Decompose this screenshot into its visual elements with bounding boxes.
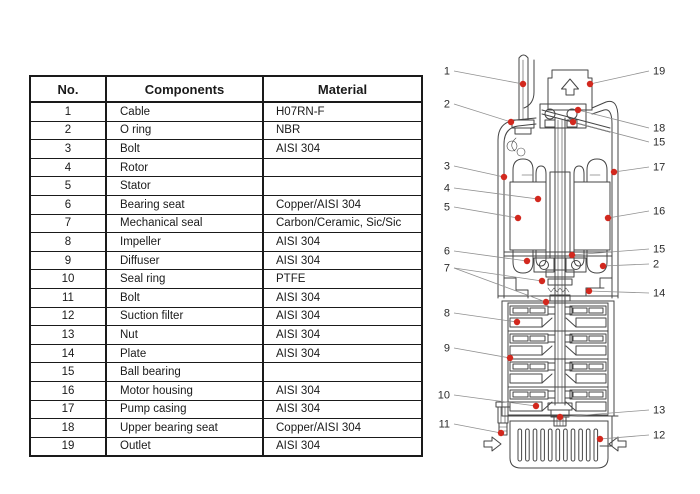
cell-no: 16 bbox=[30, 381, 106, 400]
part-marker-dot bbox=[498, 430, 504, 436]
cell-material: AISI 304 bbox=[263, 344, 422, 363]
table-row bbox=[30, 288, 422, 307]
callout-number: 6 bbox=[443, 245, 450, 258]
callout-number: 9 bbox=[443, 342, 450, 355]
table-row bbox=[30, 326, 422, 345]
part-marker-dot bbox=[514, 319, 520, 325]
callout-number: 16 bbox=[653, 205, 666, 218]
callout-number: 10 bbox=[437, 389, 450, 402]
part-marker-dot bbox=[597, 436, 603, 442]
callout-layer bbox=[438, 66, 666, 443]
table-row bbox=[30, 400, 422, 419]
cell-component: Outlet bbox=[106, 437, 263, 456]
components-table bbox=[29, 75, 423, 457]
leader-line bbox=[589, 291, 649, 293]
cell-component: Ball bearing bbox=[106, 363, 263, 382]
callout-number: 15 bbox=[653, 243, 666, 256]
cell-no: 18 bbox=[30, 419, 106, 438]
cell-material: PTFE bbox=[263, 270, 422, 289]
callout-number: 8 bbox=[443, 307, 450, 320]
cell-component: O ring bbox=[106, 121, 263, 140]
col-header-components: Components bbox=[106, 76, 263, 102]
cell-no: 9 bbox=[30, 251, 106, 270]
leader-line bbox=[600, 435, 649, 439]
cell-no: 6 bbox=[30, 195, 106, 214]
table-row bbox=[30, 270, 422, 289]
cell-no: 15 bbox=[30, 363, 106, 382]
cell-no: 8 bbox=[30, 233, 106, 252]
cell-material: AISI 304 bbox=[263, 307, 422, 326]
leader-line bbox=[454, 104, 511, 122]
table-row bbox=[30, 437, 422, 456]
leader-line bbox=[454, 268, 546, 302]
cell-no: 7 bbox=[30, 214, 106, 233]
pump-diagram bbox=[428, 52, 700, 482]
part-marker-dot bbox=[520, 81, 526, 87]
table-row bbox=[30, 102, 422, 121]
callout-number: 18 bbox=[653, 122, 666, 135]
callout-number: 12 bbox=[653, 429, 666, 442]
table-row bbox=[30, 121, 422, 140]
cell-no: 11 bbox=[30, 288, 106, 307]
callout-number: 1 bbox=[443, 65, 450, 78]
cell-material: Carbon/Ceramic, Sic/Sic bbox=[263, 214, 422, 233]
cell-component: Rotor bbox=[106, 158, 263, 177]
cell-material: H07RN-F bbox=[263, 102, 422, 121]
part-marker-dot bbox=[587, 81, 593, 87]
components-table-body bbox=[30, 102, 422, 456]
callout-number: 15 bbox=[653, 136, 666, 149]
cell-material bbox=[263, 158, 422, 177]
cell-material: Copper/AISI 304 bbox=[263, 195, 422, 214]
col-header-material: Material bbox=[263, 76, 422, 102]
part-marker-dot bbox=[524, 258, 530, 264]
leader-line bbox=[454, 207, 518, 218]
callout-number: 3 bbox=[443, 160, 450, 173]
callout-number: 2 bbox=[653, 258, 660, 271]
part-marker-dot bbox=[605, 215, 611, 221]
table-row bbox=[30, 381, 422, 400]
leader-line bbox=[614, 167, 649, 172]
cell-no: 19 bbox=[30, 437, 106, 456]
cell-no: 14 bbox=[30, 344, 106, 363]
cell-component: Mechanical seal bbox=[106, 214, 263, 233]
part-marker-dot bbox=[611, 169, 617, 175]
part-marker-dot bbox=[539, 278, 545, 284]
table-row bbox=[30, 251, 422, 270]
leader-line bbox=[454, 166, 504, 177]
callout-number: 17 bbox=[653, 161, 666, 174]
part-marker-dot bbox=[535, 196, 541, 202]
cell-no: 12 bbox=[30, 307, 106, 326]
callout-number: 4 bbox=[443, 182, 450, 195]
outlet-flow-up-arrow-icon bbox=[562, 79, 579, 95]
cell-material: Copper/AISI 304 bbox=[263, 419, 422, 438]
cell-material: NBR bbox=[263, 121, 422, 140]
leader-line bbox=[454, 71, 523, 84]
table-row bbox=[30, 140, 422, 159]
leader-line bbox=[603, 264, 649, 266]
part-marker-dot bbox=[515, 215, 521, 221]
callout-number: 7 bbox=[443, 262, 450, 275]
leader-line bbox=[608, 211, 649, 218]
cell-component: Bolt bbox=[106, 288, 263, 307]
leader-line bbox=[578, 110, 649, 128]
cell-material: AISI 304 bbox=[263, 400, 422, 419]
table-row bbox=[30, 233, 422, 252]
cell-no: 10 bbox=[30, 270, 106, 289]
table-row bbox=[30, 177, 422, 196]
cell-no: 13 bbox=[30, 326, 106, 345]
leader-line bbox=[454, 188, 538, 199]
part-marker-dot bbox=[575, 107, 581, 113]
cell-no: 5 bbox=[30, 177, 106, 196]
cell-component: Diffuser bbox=[106, 251, 263, 270]
part-marker-dot bbox=[557, 414, 563, 420]
cell-no: 1 bbox=[30, 102, 106, 121]
callout-number: 13 bbox=[653, 404, 666, 417]
callout-number: 19 bbox=[653, 65, 666, 78]
cell-component: Plate bbox=[106, 344, 263, 363]
bottom-bolt-drawing bbox=[496, 402, 510, 435]
table-row bbox=[30, 363, 422, 382]
table-row bbox=[30, 307, 422, 326]
cell-component: Motor housing bbox=[106, 381, 263, 400]
table-row bbox=[30, 419, 422, 438]
inlet-flow-right-arrow-icon bbox=[484, 437, 501, 451]
cell-material: AISI 304 bbox=[263, 326, 422, 345]
table-row bbox=[30, 195, 422, 214]
part-marker-dot bbox=[600, 263, 606, 269]
cell-material bbox=[263, 363, 422, 382]
cable-drawing bbox=[507, 55, 534, 156]
part-marker-dot bbox=[570, 119, 576, 125]
col-header-no: No. bbox=[30, 76, 106, 102]
cell-material: AISI 304 bbox=[263, 140, 422, 159]
table-row bbox=[30, 158, 422, 177]
part-marker-dot bbox=[586, 288, 592, 294]
leader-line bbox=[590, 71, 649, 84]
cell-component: Suction filter bbox=[106, 307, 263, 326]
callout-number: 5 bbox=[443, 201, 450, 214]
leader-line bbox=[454, 424, 501, 433]
part-marker-dot bbox=[533, 403, 539, 409]
cell-material: AISI 304 bbox=[263, 233, 422, 252]
cell-component: Nut bbox=[106, 326, 263, 345]
part-marker-dot bbox=[508, 119, 514, 125]
cell-component: Upper bearing seat bbox=[106, 419, 263, 438]
cell-component: Bearing seat bbox=[106, 195, 263, 214]
cell-material: AISI 304 bbox=[263, 288, 422, 307]
callout-number: 2 bbox=[443, 98, 450, 111]
cell-no: 2 bbox=[30, 121, 106, 140]
cell-material bbox=[263, 177, 422, 196]
part-marker-dot bbox=[543, 299, 549, 305]
part-marker-dot bbox=[507, 355, 513, 361]
cell-component: Stator bbox=[106, 177, 263, 196]
table-row bbox=[30, 214, 422, 233]
cell-component: Seal ring bbox=[106, 270, 263, 289]
part-marker-dot bbox=[569, 252, 575, 258]
cell-material: AISI 304 bbox=[263, 251, 422, 270]
cell-component: Bolt bbox=[106, 140, 263, 159]
cell-material: AISI 304 bbox=[263, 437, 422, 456]
cell-component: Impeller bbox=[106, 233, 263, 252]
part-marker-dot bbox=[501, 174, 507, 180]
cell-material: AISI 304 bbox=[263, 381, 422, 400]
cell-no: 4 bbox=[30, 158, 106, 177]
cell-no: 17 bbox=[30, 400, 106, 419]
table-header-row bbox=[30, 76, 422, 102]
cell-no: 3 bbox=[30, 140, 106, 159]
callout-number: 11 bbox=[438, 418, 450, 431]
callout-number: 14 bbox=[653, 287, 666, 300]
cell-component: Pump casing bbox=[106, 400, 263, 419]
cell-component: Cable bbox=[106, 102, 263, 121]
table-row bbox=[30, 344, 422, 363]
